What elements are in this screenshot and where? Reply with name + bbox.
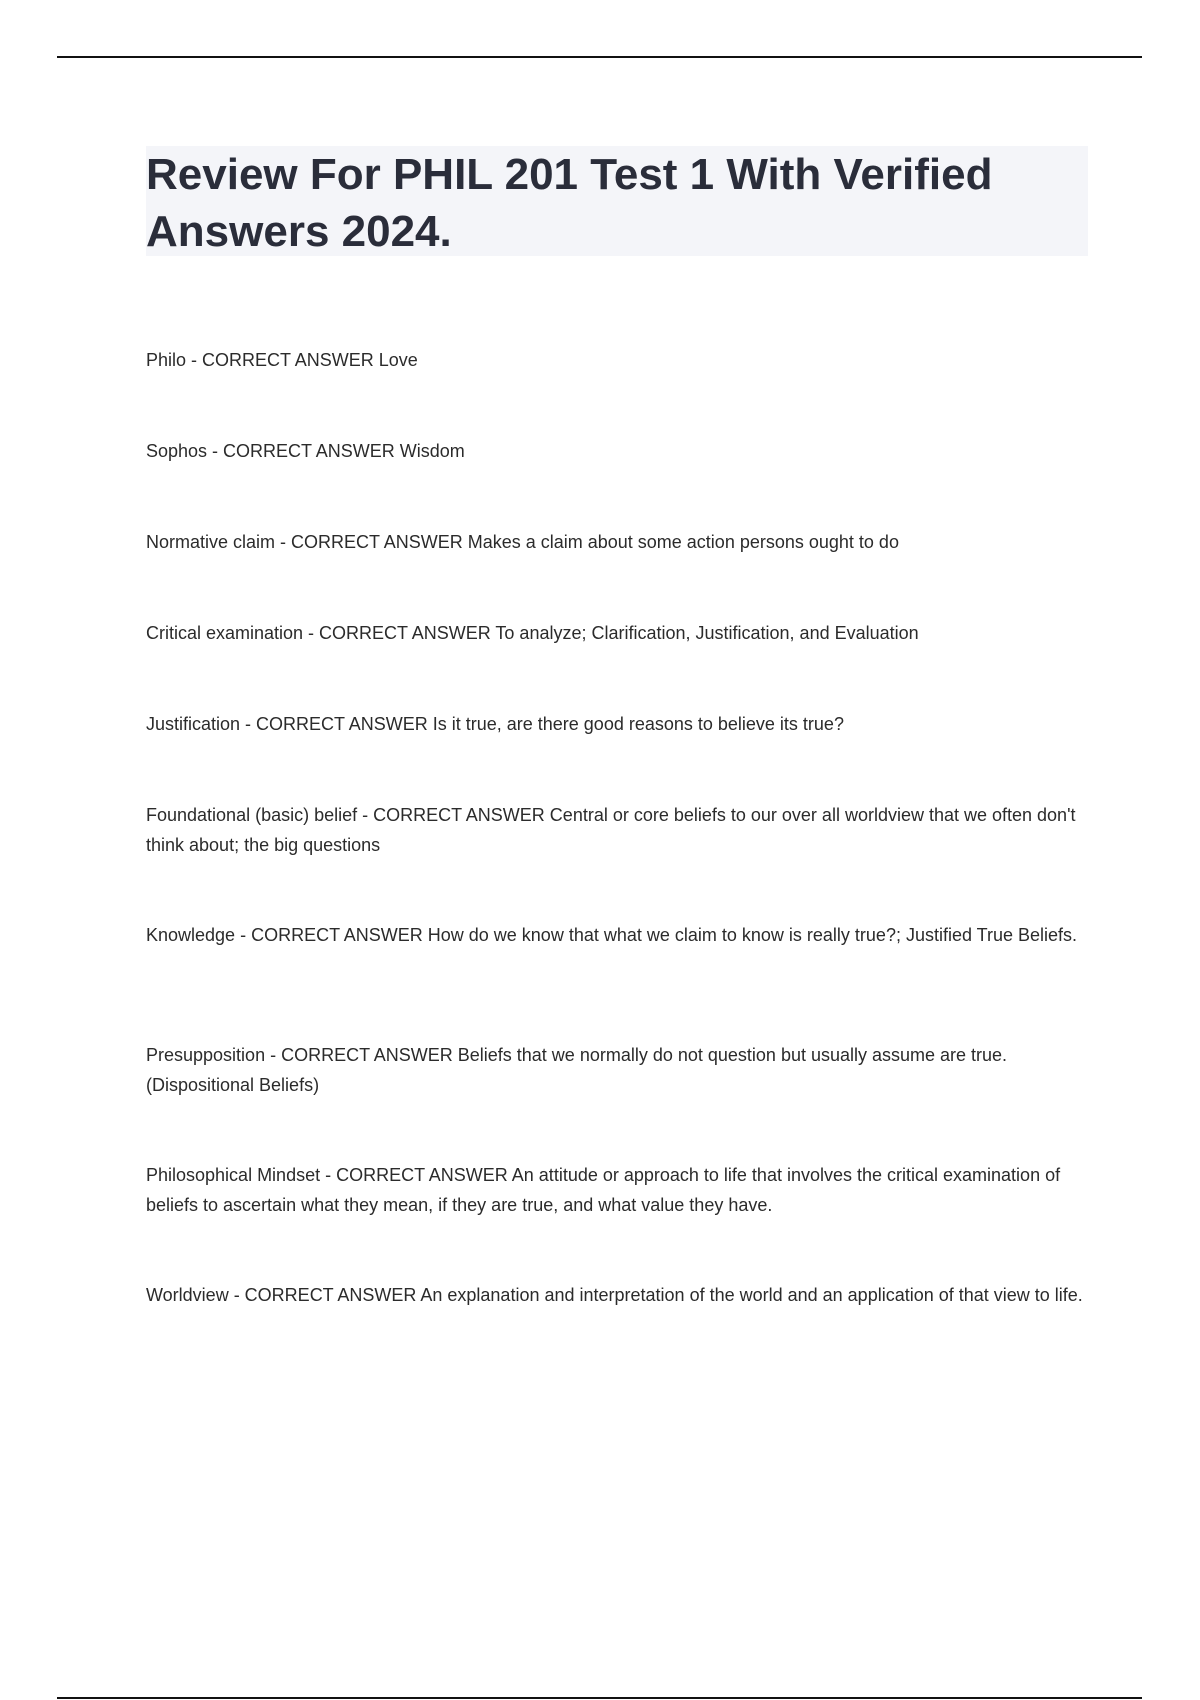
qa-item-normative-claim: Normative claim - CORRECT ANSWER Makes a claim about some action persons ought to do	[146, 532, 899, 552]
page-title: Review For PHIL 201 Test 1 With Verified Answers 2024.	[146, 150, 993, 256]
qa-item-worldview: Worldview - CORRECT ANSWER An explanation and interpretation of the world and an application of that view to life.	[146, 1285, 1083, 1305]
title-block	[146, 146, 1088, 256]
qa-item-foundational-belief: Foundational (basic) belief - CORRECT ANSWER Central or core beliefs to our over all worldview that we often don't think about; the big questions	[146, 805, 1076, 855]
qa-item-presupposition: Presupposition - CORRECT ANSWER Beliefs that we normally do not question but usually assume are true. (Dispositional Beliefs)	[146, 1045, 1008, 1095]
qa-item-philo: Philo - CORRECT ANSWER Love	[146, 350, 418, 370]
bottom-rule	[57, 1697, 1142, 1699]
qa-item-sophos: Sophos - CORRECT ANSWER Wisdom	[146, 441, 465, 461]
top-rule	[57, 56, 1142, 58]
qa-item-philosophical-mindset: Philosophical Mindset - CORRECT ANSWER An attitude or approach to life that involves the critical examination of beliefs to ascertain what they mean, if they are true, and what value they have.	[146, 1165, 1061, 1215]
qa-item-knowledge: Knowledge - CORRECT ANSWER How do we know that what we claim to know is really true?; Justified True Beliefs.	[146, 925, 1078, 945]
qa-item-justification: Justification - CORRECT ANSWER Is it true, are there good reasons to believe its true?	[146, 714, 844, 734]
qa-item-critical-examination: Critical examination - CORRECT ANSWER To analyze; Clarification, Justification, and Evaluation	[146, 623, 919, 643]
